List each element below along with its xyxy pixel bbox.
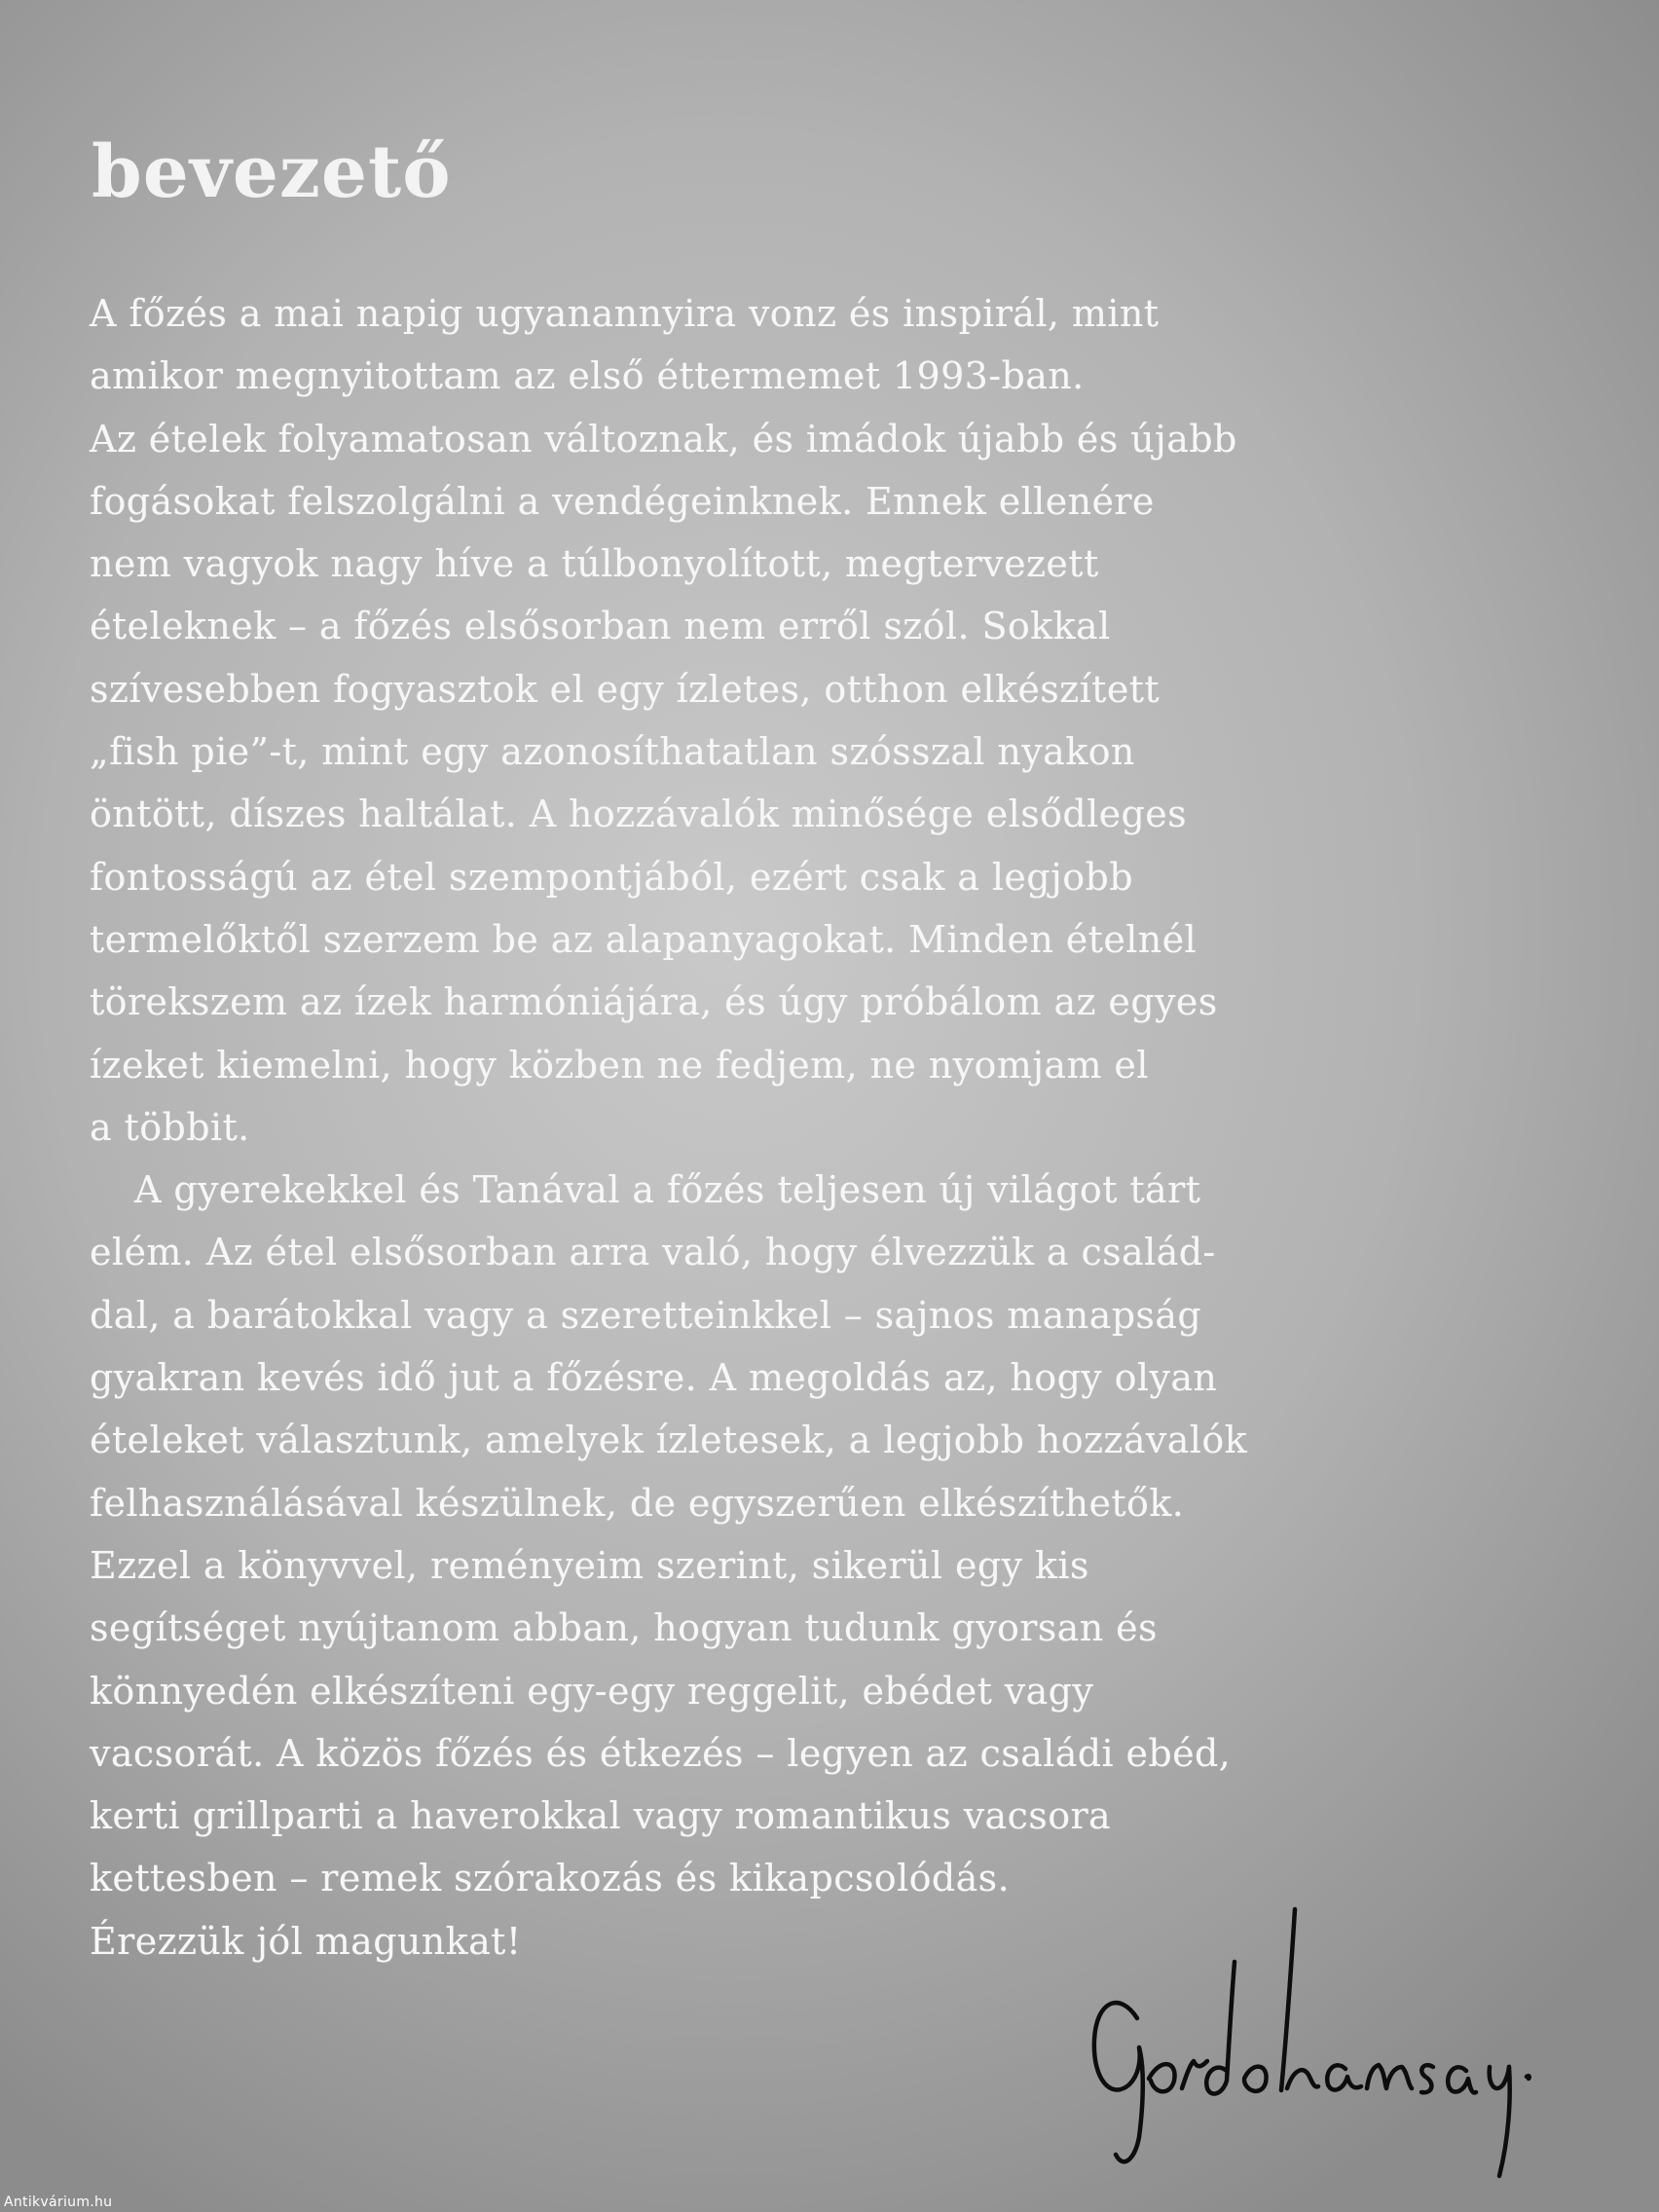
text-line: nem vagyok nagy híve a túlbonyolított, megtervezett <box>90 542 1099 586</box>
text-line: termelőktől szerzem be az alapanyagokat. Minden ételnél <box>90 917 1198 961</box>
text-line: A főzés a mai napig ugyanannyira vonz és inspirál, mint <box>90 292 1160 335</box>
text-line: könnyedén elkészíteni egy-egy reggelit, ebédet vagy <box>90 1669 1094 1713</box>
text-line: ételeket választunk, amelyek ízletesek, a legjobb hozzávalók <box>90 1419 1248 1462</box>
handwritten-signature <box>1081 1894 1538 2186</box>
text-line: szívesebben fogyasztok el egy ízletes, otthon elkészített <box>90 667 1161 711</box>
text-line: kettesben – remek szórakozás és kikapcsolódás. <box>90 1857 1011 1900</box>
text-line: elém. Az étel elsősorban arra való, hogy élvezzük a család- <box>90 1231 1216 1274</box>
text-line: vacsorát. A közös főzés és étkezés – legyen az családi ebéd, <box>90 1731 1232 1775</box>
page-title: bevezető <box>92 130 452 214</box>
watermark: Antikvárium.hu <box>4 2194 113 2210</box>
text-line: ízeket kiemelni, hogy közben ne fedjem, ne nyomjam el <box>90 1043 1149 1087</box>
text-line: felhasználásával készülnek, de egyszerűen elkészíthetők. <box>90 1481 1185 1525</box>
text-line: Az ételek folyamatosan változnak, és imádok újabb és újabb <box>90 417 1237 461</box>
text-line: amikor megnyitottam az első éttermemet 1993-ban. <box>90 354 1085 398</box>
text-line: fogásokat felszolgálni a vendégeinknek. Ennek ellenére <box>90 479 1155 523</box>
text-line: ételeknek – a főzés elsősorban nem erről szól. Sokkal <box>90 605 1111 648</box>
introduction-text <box>90 282 1608 1972</box>
text-line: „fish pie”-t, mint egy azonosíthatatlan szósszal nyakon <box>90 730 1135 774</box>
text-line: Ezzel a könyvvel, reményeim szerint, sikerül egy kis <box>90 1543 1089 1587</box>
text-line: a többit. <box>90 1105 250 1149</box>
text-line: A gyerekekkel és Tanával a főzés teljesen új világot tárt <box>134 1168 1201 1212</box>
text-line: segítséget nyújtanom abban, hogyan tudunk gyorsan és <box>90 1606 1158 1650</box>
text-line: kerti grillparti a haverokkal vagy romantikus vacsora <box>90 1794 1112 1838</box>
text-line: öntött, díszes haltálat. A hozzávalók minősége elsődleges <box>90 793 1188 836</box>
text-line: gyakran kevés idő jut a főzésre. A megoldás az, hogy olyan <box>90 1356 1218 1400</box>
text-line: Érezzük jól magunkat! <box>90 1919 522 1963</box>
text-line: fontosságú az étel szempontjából, ezért csak a legjobb <box>90 855 1133 899</box>
text-line: dal, a barátokkal vagy a szeretteinkkel – sajnos manapság <box>90 1293 1202 1337</box>
text-line: törekszem az ízek harmóniájára, és úgy próbálom az egyes <box>90 980 1218 1024</box>
